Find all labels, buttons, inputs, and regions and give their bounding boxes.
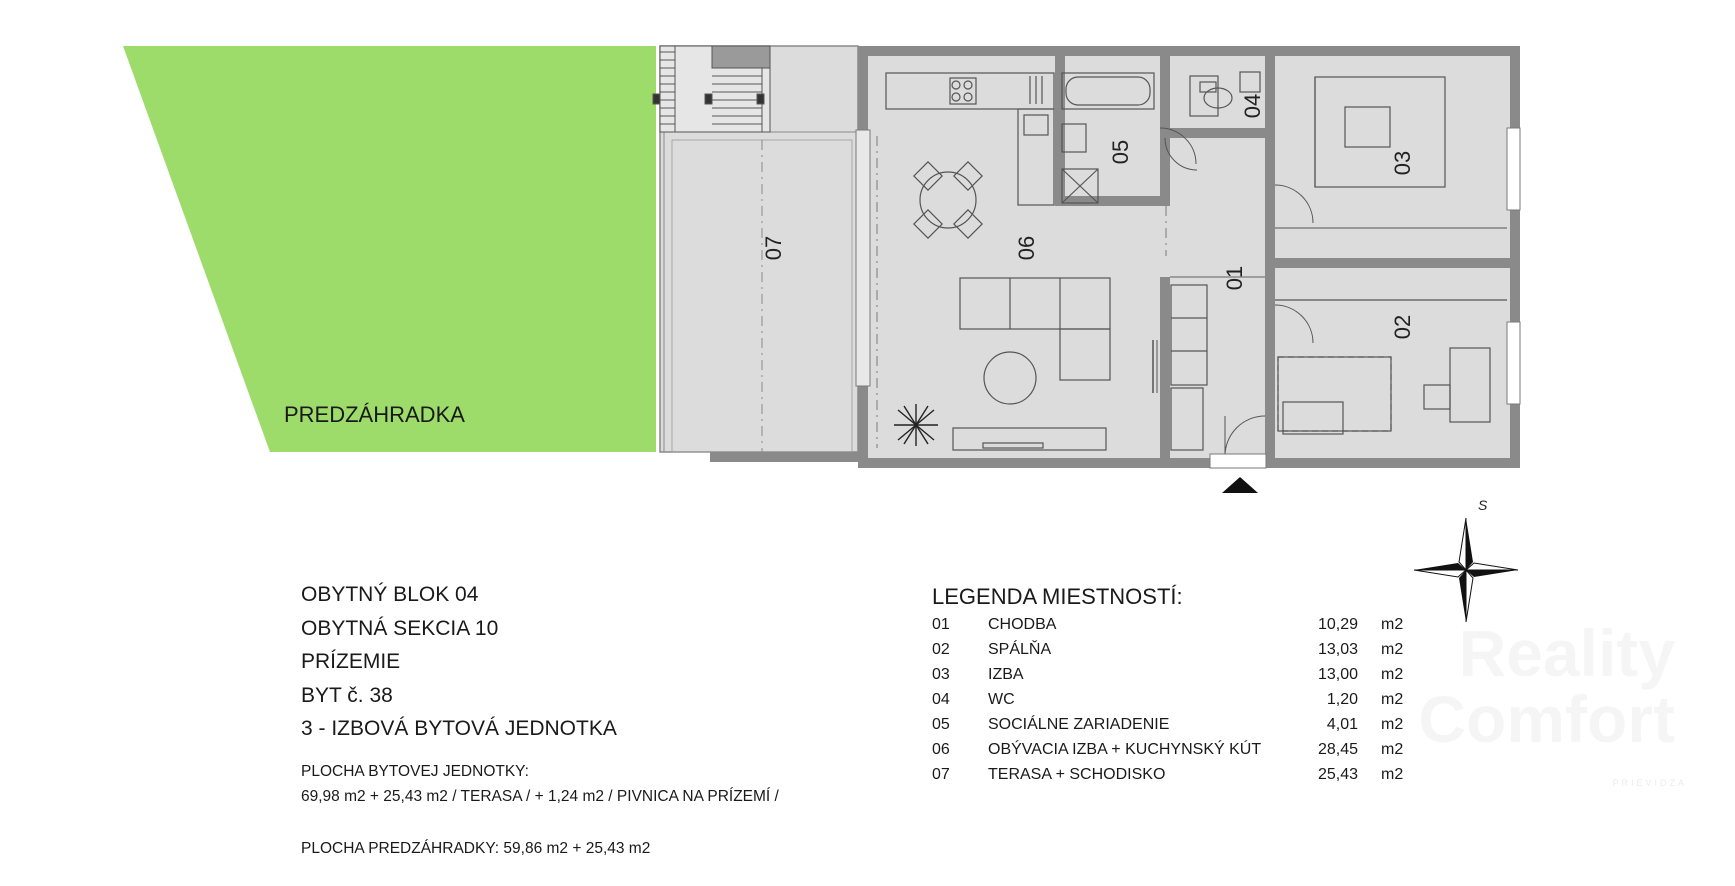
legend-name: SPÁLŇA xyxy=(988,641,1052,658)
apartment-info xyxy=(301,578,617,746)
section-label: OBYTNÁ SEKCIA 10 xyxy=(301,616,499,640)
watermark-logo xyxy=(1418,620,1675,752)
legend-area: 13,00 xyxy=(1318,666,1359,683)
legend-num: 03 xyxy=(932,666,950,683)
room-number-06: 06 xyxy=(1014,235,1039,261)
watermark-subtitle: PRIEVIDZA xyxy=(1612,778,1687,788)
entrance-marker-icon xyxy=(1222,477,1258,493)
legend-name: OBÝVACIA IZBA + KUCHYNSKÝ KÚT xyxy=(988,741,1262,758)
staircase xyxy=(653,46,770,132)
legend-unit: m2 xyxy=(1381,741,1404,758)
room-number-07: 07 xyxy=(761,235,786,261)
legend-name: TERASA + SCHODISKO xyxy=(988,766,1166,783)
legend-name: IZBA xyxy=(988,666,1024,683)
legend-num: 05 xyxy=(932,716,950,733)
legend-area: 10,29 xyxy=(1318,616,1359,633)
legend-unit: m2 xyxy=(1381,666,1404,683)
terrace-bottom-wall xyxy=(710,452,858,462)
legend-name: CHODBA xyxy=(988,616,1057,633)
apartment-floor xyxy=(868,56,1510,458)
unit-area-label: PLOCHA BYTOVEJ JEDNOTKY: xyxy=(301,763,529,780)
legend-area: 13,03 xyxy=(1318,641,1359,658)
legend-area: 4,01 xyxy=(1326,716,1358,733)
legend-unit: m2 xyxy=(1381,766,1404,783)
room-number-02: 02 xyxy=(1390,314,1415,340)
garden-label: PREDZÁHRADKA xyxy=(284,402,465,427)
legend-num: 06 xyxy=(932,741,950,758)
apartment-type-label: 3 - IZBOVÁ BYTOVÁ JEDNOTKA xyxy=(301,717,617,740)
legend-area: 25,43 xyxy=(1318,766,1359,783)
garden-area: PLOCHA PREDZÁHRADKY: 59,86 m2 + 25,43 m2 xyxy=(301,840,651,857)
room-number-03: 03 xyxy=(1390,150,1415,176)
apartment-label: BYT č. 38 xyxy=(301,683,393,707)
legend-unit: m2 xyxy=(1381,691,1404,708)
legend-unit: m2 xyxy=(1381,616,1404,633)
compass-north-label: S xyxy=(1478,497,1488,513)
floor-label: PRÍZEMIE xyxy=(301,650,401,673)
legend-num: 02 xyxy=(932,641,950,658)
front-garden xyxy=(123,46,656,452)
room-number-04: 04 xyxy=(1240,93,1265,119)
legend-name: WC xyxy=(988,691,1015,708)
legend-area: 1,20 xyxy=(1326,691,1358,708)
room-number-05: 05 xyxy=(1108,139,1133,165)
unit-area-value: 69,98 m2 + 25,43 m2 / TERASA / + 1,24 m2 / PIVNICA NA PRÍZEMÍ / xyxy=(301,788,779,805)
block-label: OBYTNÝ BLOK 04 xyxy=(301,583,479,606)
legend-area: 28,45 xyxy=(1318,741,1359,758)
room-number-01: 01 xyxy=(1222,265,1247,291)
legend-num: 07 xyxy=(932,766,950,783)
legend-unit: m2 xyxy=(1381,716,1404,733)
legend-num: 04 xyxy=(932,691,950,708)
legend-num: 01 xyxy=(932,616,950,633)
legend-unit: m2 xyxy=(1381,641,1404,658)
legend-title: LEGENDA MIESTNOSTÍ: xyxy=(932,584,1183,609)
legend-name: SOCIÁLNE ZARIADENIE xyxy=(988,716,1170,733)
compass-icon xyxy=(1414,518,1518,622)
